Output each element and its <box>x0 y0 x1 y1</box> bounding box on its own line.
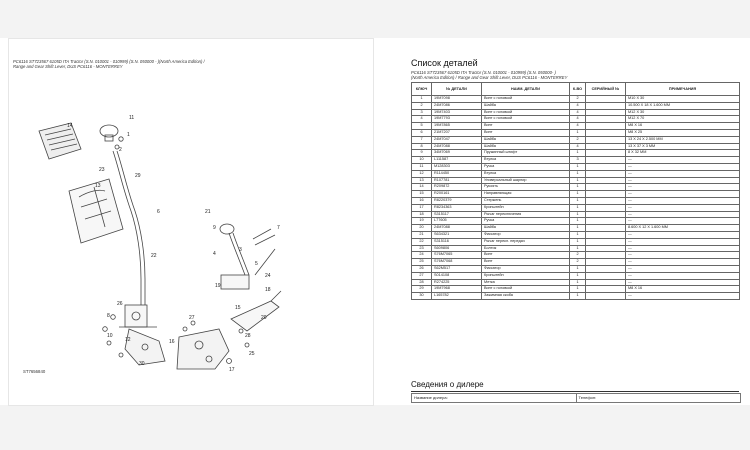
cell-notes: — <box>626 272 740 279</box>
cell-part-number: L165782 <box>432 293 482 300</box>
cell-quantity: 1 <box>570 238 586 245</box>
cell-serial <box>586 293 626 300</box>
cell-quantity: 1 <box>570 225 586 232</box>
callout-4: 4 <box>213 251 216 257</box>
cell-part-name: Рукоять <box>482 184 570 191</box>
table-row[interactable] <box>412 150 740 157</box>
cell-notes: — <box>626 191 740 198</box>
cell-part-name: Фиксатор <box>482 265 570 272</box>
dealer-phone-label: Телефон: <box>576 394 741 402</box>
table-row[interactable] <box>412 191 740 198</box>
cell-quantity: 2 <box>570 136 586 143</box>
cell-part-number: 34M7069 <box>432 150 482 157</box>
cell-part-number: S76M7068 <box>432 259 482 266</box>
cell-part-name: Втулка <box>482 170 570 177</box>
callout-25: 25 <box>249 351 255 357</box>
cell-part-number: 19M7793 <box>432 116 482 123</box>
cell-quantity: 3 <box>570 157 586 164</box>
cell-quantity: 1 <box>570 177 586 184</box>
callout-26: 26 <box>117 301 123 307</box>
cell-quantity: 1 <box>570 163 586 170</box>
cell-part-number: R8220379 <box>432 197 482 204</box>
cell-key: 29 <box>412 286 432 293</box>
header-notes: ПРИМЕЧАНИЯ <box>626 83 740 96</box>
cell-part-name: Винт <box>482 123 570 130</box>
callout-6: 6 <box>157 209 160 215</box>
cell-serial <box>586 143 626 150</box>
callout-9: 9 <box>213 225 216 231</box>
cell-part-name: Кронштейн <box>482 272 570 279</box>
cell-part-number: S014108 <box>432 272 482 279</box>
table-row[interactable] <box>412 143 740 150</box>
cell-part-name: Втулка <box>482 157 570 164</box>
cell-part-name: Ручка <box>482 163 570 170</box>
cell-serial <box>586 265 626 272</box>
cell-quantity: 1 <box>570 129 586 136</box>
parts-table <box>411 82 740 300</box>
callout-2: 2 <box>119 147 122 153</box>
cell-serial <box>586 102 626 109</box>
cell-notes: — <box>626 265 740 272</box>
cell-key: 14 <box>412 184 432 191</box>
table-row[interactable] <box>412 204 740 211</box>
cell-part-name: Винт с головкой <box>482 109 570 116</box>
table-row[interactable] <box>412 96 740 103</box>
cell-part-number: S315117 <box>432 211 482 218</box>
callout-23: 23 <box>99 167 105 173</box>
cell-part-name: Направляющая <box>482 191 570 198</box>
cell-key: 19 <box>412 218 432 225</box>
cell-notes: — <box>626 238 740 245</box>
cell-key: 20 <box>412 225 432 232</box>
cell-serial <box>586 272 626 279</box>
shift-fork <box>231 291 281 331</box>
table-row[interactable] <box>412 184 740 191</box>
cell-notes: — <box>626 245 740 252</box>
table-row[interactable] <box>412 265 740 272</box>
table-row[interactable] <box>412 177 740 184</box>
cell-key: 25 <box>412 259 432 266</box>
parts-subtitle <box>411 70 741 80</box>
callout-17: 17 <box>229 367 235 373</box>
callout-20: 20 <box>261 315 267 321</box>
cell-serial <box>586 218 626 225</box>
cell-key: 30 <box>412 293 432 300</box>
callout-24: 24 <box>265 273 271 279</box>
cell-key: 5 <box>412 123 432 130</box>
cell-part-number: 24M7086 <box>432 102 482 109</box>
cell-serial <box>586 204 626 211</box>
cell-part-number: R107781 <box>432 177 482 184</box>
cell-key: 12 <box>412 170 432 177</box>
cell-quantity: 1 <box>570 286 586 293</box>
table-row[interactable] <box>412 245 740 252</box>
mounting-bracket <box>125 329 165 365</box>
cell-part-name: Шайба <box>482 136 570 143</box>
linkage-rod <box>253 229 275 275</box>
cell-part-number: M128303 <box>432 163 482 170</box>
cell-part-number: 19M7968 <box>432 286 482 293</box>
cell-part-number: 19M7403 <box>432 109 482 116</box>
cell-part-number: 24M7088 <box>432 225 482 232</box>
cell-notes: — <box>626 177 740 184</box>
parts-subtitle-line-2: (North America Edition) / Range and Gear Shift Lever, DUS PC6116 - MONTERREY <box>411 75 568 81</box>
cell-notes: 10.500 X 18 X 1.600 MM <box>626 102 740 109</box>
table-row[interactable] <box>412 170 740 177</box>
cell-part-name: Универсальный шарнир <box>482 177 570 184</box>
cell-part-name: Кронштейн <box>482 204 570 211</box>
cell-part-name: Рычаг переключения <box>482 211 570 218</box>
callout-22: 22 <box>151 253 157 259</box>
cell-serial <box>586 109 626 116</box>
table-row[interactable] <box>412 286 740 293</box>
cell-quantity: 1 <box>570 279 586 286</box>
callout-21: 21 <box>205 209 211 215</box>
cell-key: 24 <box>412 252 432 259</box>
callout-29: 29 <box>135 173 141 179</box>
callout-27: 27 <box>189 315 195 321</box>
cell-key: 13 <box>412 177 432 184</box>
diagram-page <box>8 38 374 406</box>
cell-notes: 8 X 32 MM <box>626 150 740 157</box>
cell-key: 16 <box>412 197 432 204</box>
cell-key: 6 <box>412 129 432 136</box>
cell-quantity: 1 <box>570 204 586 211</box>
cell-quantity: 4 <box>570 109 586 116</box>
cell-notes: M8 X 16 <box>626 123 740 130</box>
cell-notes: M12 X 30 <box>626 109 740 116</box>
cell-notes: — <box>626 252 740 259</box>
table-row[interactable] <box>412 136 740 143</box>
bottom-band <box>0 405 750 450</box>
cell-quantity: 1 <box>570 170 586 177</box>
cell-part-number: R8234363 <box>432 204 482 211</box>
cell-notes: — <box>626 279 740 286</box>
cell-quantity: 1 <box>570 293 586 300</box>
parts-subtitle-line-1: PC6116 ST723567 6105D ITA Tractor (S.N. 010001 - 010999) (S.N. 050000- ) <box>411 70 556 75</box>
header-key: КЛЮЧ <box>412 83 432 96</box>
cell-key: 23 <box>412 245 432 252</box>
dealer-divider <box>411 391 739 392</box>
cell-part-name: Зажимная скоба <box>482 293 570 300</box>
cell-notes: — <box>626 259 740 266</box>
cell-serial <box>586 157 626 164</box>
cell-notes: — <box>626 170 740 177</box>
cell-serial <box>586 163 626 170</box>
cell-part-number: 24M7047 <box>432 136 482 143</box>
table-row[interactable] <box>412 211 740 218</box>
cell-quantity: 1 <box>570 218 586 225</box>
cell-part-name: Рычаг перекл. передач <box>482 238 570 245</box>
cell-quantity: 1 <box>570 211 586 218</box>
callout-1: 1 <box>127 132 130 138</box>
callout-16: 16 <box>169 339 175 345</box>
parts-page <box>378 38 742 404</box>
table-row[interactable] <box>412 109 740 116</box>
cell-key: 9 <box>412 150 432 157</box>
callout-15: 15 <box>235 305 241 311</box>
cell-key: 10 <box>412 157 432 164</box>
cell-part-number: 19M7098 <box>432 96 482 103</box>
cell-serial <box>586 96 626 103</box>
cell-serial <box>586 231 626 238</box>
header-part-name: НАИМ. ДЕТАЛИ <box>482 83 570 96</box>
cell-part-name: Винт <box>482 129 570 136</box>
cell-notes: — <box>626 293 740 300</box>
cell-part-number: S76M7065 <box>432 252 482 259</box>
callout-5: 5 <box>255 261 258 267</box>
cell-part-name: Пружинный штифт <box>482 150 570 157</box>
cell-part-name: Метка <box>482 279 570 286</box>
cell-key: 21 <box>412 231 432 238</box>
cell-quantity: 1 <box>570 231 586 238</box>
diagram-title-line-2: Range and Gear Shift Lever, DUS PC6116 - MONTERREY <box>13 64 123 70</box>
cell-key: 1 <box>412 96 432 103</box>
base-plate <box>177 329 229 369</box>
cell-notes: 13 X 24 X 2.500 MM <box>626 136 740 143</box>
cell-part-name: Шайба <box>482 102 570 109</box>
cell-serial <box>586 184 626 191</box>
cell-quantity: 4 <box>570 102 586 109</box>
cell-quantity: 1 <box>570 197 586 204</box>
cell-part-name: Винт с головкой <box>482 286 570 293</box>
callout-12: 12 <box>125 337 131 343</box>
cell-part-name: Винт с головкой <box>482 116 570 123</box>
cell-part-number: L111587 <box>432 157 482 164</box>
cell-key: 15 <box>412 191 432 198</box>
cell-key: 4 <box>412 116 432 123</box>
table-row[interactable] <box>412 123 740 130</box>
cell-serial <box>586 170 626 177</box>
cell-notes: M10 X 30 <box>626 96 740 103</box>
cell-serial <box>586 279 626 286</box>
cell-serial <box>586 123 626 130</box>
cell-part-name: Винт <box>482 252 570 259</box>
callout-10: 10 <box>107 333 113 339</box>
cell-quantity: 2 <box>570 96 586 103</box>
cell-part-number: 21M7207 <box>432 129 482 136</box>
dealer-info-row <box>411 393 741 403</box>
range-lever <box>220 224 249 289</box>
cell-key: 7 <box>412 136 432 143</box>
cell-key: 22 <box>412 238 432 245</box>
cell-quantity: 4 <box>570 123 586 130</box>
cell-serial <box>586 116 626 123</box>
lever-bracket <box>119 305 157 327</box>
cell-part-number: 24M7088 <box>432 143 482 150</box>
cell-key: 26 <box>412 265 432 272</box>
cell-quantity: 2 <box>570 252 586 259</box>
table-row[interactable] <box>412 252 740 259</box>
table-row[interactable] <box>412 279 740 286</box>
diagram-title <box>13 59 369 69</box>
callout-28: 28 <box>245 333 251 339</box>
cell-serial <box>586 238 626 245</box>
callout-30: 30 <box>139 361 145 367</box>
cell-serial <box>586 252 626 259</box>
table-row[interactable] <box>412 163 740 170</box>
cell-key: 2 <box>412 102 432 109</box>
cell-quantity: 1 <box>570 272 586 279</box>
cell-notes: — <box>626 163 740 170</box>
cell-key: 3 <box>412 109 432 116</box>
table-row[interactable] <box>412 129 740 136</box>
cell-part-name: Шайба <box>482 143 570 150</box>
cell-part-name: Болтик <box>482 245 570 252</box>
table-row[interactable] <box>412 116 740 123</box>
cell-serial <box>586 197 626 204</box>
cell-notes: 8.600 X 12 X 1.600 MM <box>626 225 740 232</box>
dealer-name-label: Название дилера: <box>414 395 448 400</box>
table-row[interactable] <box>412 272 740 279</box>
cell-part-number: R209872 <box>432 184 482 191</box>
cell-key: 11 <box>412 163 432 170</box>
cell-serial <box>586 150 626 157</box>
dealer-info-title: Сведения о дилере <box>411 380 484 389</box>
cell-quantity: 4 <box>570 116 586 123</box>
cell-notes: — <box>626 157 740 164</box>
cell-serial <box>586 225 626 232</box>
cell-part-number: S609806 <box>432 245 482 252</box>
cell-notes: — <box>626 211 740 218</box>
cell-quantity: 1 <box>570 245 586 252</box>
cell-notes: — <box>626 197 740 204</box>
cell-quantity: 4 <box>570 143 586 150</box>
parts-list-title: Список деталей <box>411 58 478 68</box>
callout-labels <box>67 115 280 373</box>
cell-notes: — <box>626 231 740 238</box>
cell-serial <box>586 286 626 293</box>
cell-part-number: R200161 <box>432 191 482 198</box>
diagram-id: ST7656840 <box>23 369 46 374</box>
cell-quantity: 1 <box>570 191 586 198</box>
cell-key: 27 <box>412 272 432 279</box>
cell-key: 17 <box>412 204 432 211</box>
table-row[interactable] <box>412 238 740 245</box>
diagram-title-line-1: PC6116 ST723567 6105D ITA Tractor (S.N. 010001 - 010999) (S.N. 050000 - )(North America Edition) / <box>13 59 205 64</box>
table-row[interactable] <box>412 197 740 204</box>
cell-key: 28 <box>412 279 432 286</box>
knob-upper <box>100 125 123 149</box>
callout-18: 18 <box>265 287 271 293</box>
callout-13: 13 <box>95 183 101 189</box>
parts-table-body <box>412 96 740 300</box>
cell-serial <box>586 259 626 266</box>
cell-part-name: Фиксатор <box>482 231 570 238</box>
cell-key: 18 <box>412 211 432 218</box>
callout-11: 11 <box>129 115 135 121</box>
cell-part-number: 19M7865 <box>432 123 482 130</box>
cell-part-number: R114450 <box>432 170 482 177</box>
table-row[interactable] <box>412 218 740 225</box>
table-row[interactable] <box>412 225 740 232</box>
cell-serial <box>586 191 626 198</box>
cell-quantity: 1 <box>570 265 586 272</box>
callout-8: 8 <box>107 313 110 319</box>
table-row[interactable] <box>412 259 740 266</box>
cell-serial <box>586 136 626 143</box>
cell-notes: — <box>626 184 740 191</box>
cell-notes: M8 X 16 <box>626 286 740 293</box>
header-part-number: № ДЕТАЛИ <box>432 83 482 96</box>
cell-key: 8 <box>412 143 432 150</box>
cell-serial <box>586 129 626 136</box>
cell-notes: M8 X 25 <box>626 129 740 136</box>
table-row[interactable] <box>412 293 740 300</box>
cell-part-name: Винт <box>482 259 570 266</box>
callout-7: 7 <box>277 225 280 231</box>
cell-part-name: Винт с головкой <box>482 96 570 103</box>
callout-3: 3 <box>239 247 242 253</box>
cell-notes: M12 X 70 <box>626 116 740 123</box>
cell-quantity: 1 <box>570 184 586 191</box>
cell-notes: — <box>626 204 740 211</box>
cell-part-number: R274225 <box>432 279 482 286</box>
table-row[interactable] <box>412 157 740 164</box>
callout-19: 19 <box>215 283 221 289</box>
cell-part-number: L77605 <box>432 218 482 225</box>
table-row[interactable] <box>412 231 740 238</box>
parts-table-header <box>412 83 740 96</box>
cell-notes: — <box>626 218 740 225</box>
cell-part-number: S62M517 <box>432 265 482 272</box>
cell-part-name: Стержень <box>482 197 570 204</box>
cell-quantity: 1 <box>570 150 586 157</box>
cell-quantity: 2 <box>570 259 586 266</box>
decal-sheet <box>39 123 81 159</box>
cell-notes: 13 X 37 X 3 MM <box>626 143 740 150</box>
table-row[interactable] <box>412 102 740 109</box>
top-band <box>0 0 750 38</box>
callout-14: 14 <box>67 123 73 129</box>
cell-part-name: Ручка <box>482 218 570 225</box>
cell-serial <box>586 245 626 252</box>
cell-part-number: S315116 <box>432 238 482 245</box>
cell-serial <box>586 177 626 184</box>
header-quantity: К-ВО <box>570 83 586 96</box>
header-serial: СЕРИЙНЫЙ № <box>586 83 626 96</box>
cell-part-name: Шайба <box>482 225 570 232</box>
cell-serial <box>586 211 626 218</box>
cell-part-number: S634321 <box>432 231 482 238</box>
